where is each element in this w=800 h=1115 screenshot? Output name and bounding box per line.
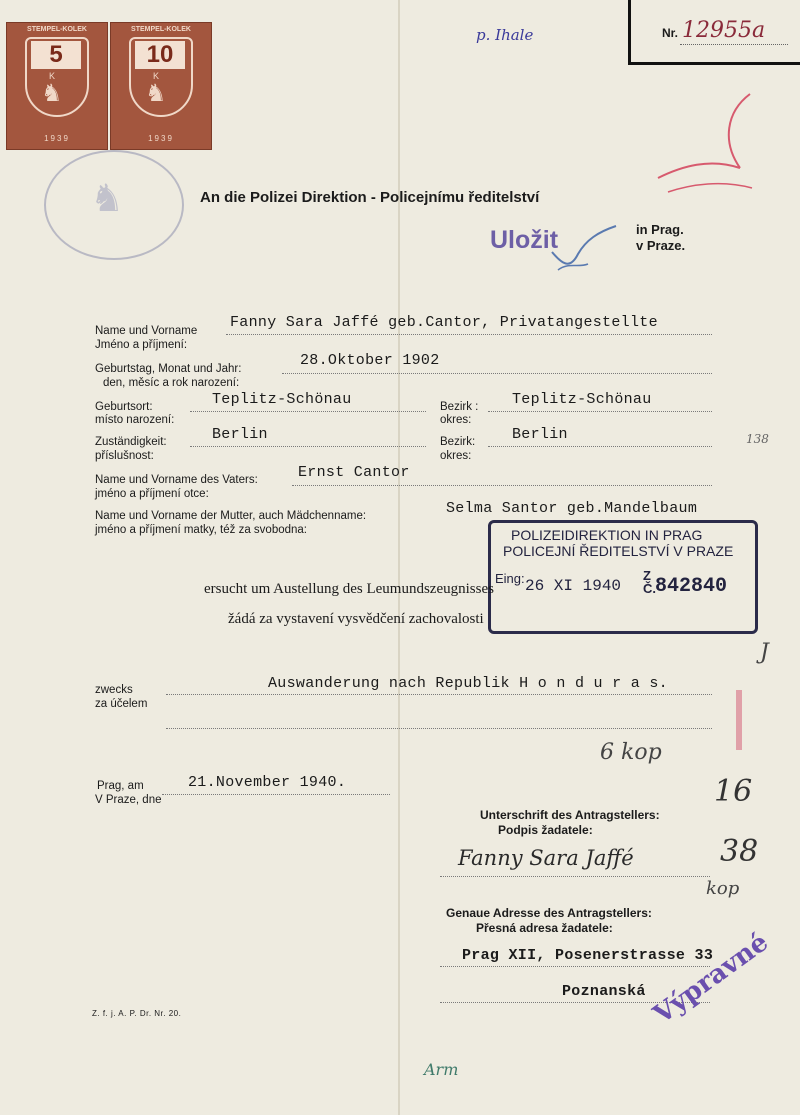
birth-label-cz: den, měsíc a rok narození: — [103, 377, 240, 389]
margin-note-kop2: kop — [706, 878, 740, 899]
lion-icon: ♞ — [145, 80, 167, 107]
dotted-line — [488, 446, 712, 447]
mother-label-de: Name und Vorname der Mutter, auch Mädchenname: — [95, 510, 367, 522]
district1-label-de: Bezirk : — [440, 401, 479, 413]
district2-label-de: Bezirk: — [440, 436, 476, 448]
dotted-line — [440, 966, 710, 967]
bottom-signature: Arm — [424, 1060, 459, 1079]
birthplace-label-cz: místo narození: — [95, 414, 175, 426]
revenue-stamp-5k: STEMPEL-KOLEK 5 K ♞ 1939 — [6, 22, 108, 150]
purpose-label-cz: za účelem — [95, 698, 148, 710]
district1-field: Teplitz-Schönau — [512, 391, 652, 408]
dotted-line — [292, 485, 712, 486]
dotted-line — [488, 411, 712, 412]
father-label-de: Name und Vorname des Vaters: — [95, 474, 258, 486]
address-label-de: Genaue Adresse des Antragstellers: — [446, 906, 652, 920]
dotted-line — [440, 876, 710, 877]
ulozit-signature — [548, 224, 622, 276]
margin-note-j: J — [760, 640, 769, 665]
dotted-line — [190, 411, 426, 412]
signature-label-de: Unterschrift des Antragstellers: — [480, 808, 660, 822]
name-field: Fanny Sara Jaffé geb.Cantor, Privatangestellte — [230, 314, 658, 331]
paper-fold — [398, 0, 400, 1115]
police-receipt-stamp: POLIZEIDIREKTION IN PRAG POLICEJNÍ ŘEDITELSTVÍ V PRAZE Eing: 26 XI 1940 Z Č. 842840 — [488, 520, 758, 634]
birth-date-field: 28.Oktober 1902 — [300, 352, 440, 369]
nr-line — [680, 44, 788, 45]
address-line2: Poznanská — [562, 983, 646, 1000]
margin-note-138: 138 — [746, 432, 769, 446]
jurisdiction-label-de: Zuständigkeit: — [95, 436, 167, 448]
page-title: An die Polizei Direktion - Policejnímu ředitelství — [200, 189, 540, 206]
margin-note-38: 38 — [720, 834, 759, 869]
father-label-cz: jméno a příjmení otce: — [95, 488, 209, 500]
district1-label-cz: okres: — [440, 414, 472, 426]
lion-icon: ♞ — [41, 80, 63, 107]
name-label-cz: Jméno a příjmení: — [95, 339, 188, 351]
nr-label: Nr. — [662, 26, 679, 40]
mother-label-cz: jméno a příjmení matky, též za svobodna: — [95, 524, 307, 536]
name-label-de: Name und Vorname — [95, 325, 198, 337]
applicant-signature: Fanny Sara Jaffé — [458, 846, 634, 870]
lion-icon: ♞ — [90, 178, 125, 220]
dotted-line — [190, 446, 426, 447]
purpose-field: Auswanderung nach Republik H o n d u r a s. — [268, 675, 668, 692]
handwritten-note-top: p. Ihale — [476, 26, 534, 44]
jurisdiction-label-cz: příslušnost: — [95, 450, 154, 462]
red-check-mark — [652, 88, 762, 203]
signature-label-cz: Podpis žadatele: — [498, 823, 593, 837]
district2-label-cz: okres: — [440, 450, 472, 462]
dotted-line — [226, 334, 712, 335]
father-field: Ernst Cantor — [298, 464, 410, 481]
date-label-de: Prag, am — [97, 780, 144, 792]
birth-label-de: Geburtstag, Monat und Jahr: — [95, 363, 242, 375]
jurisdiction-field: Berlin — [212, 426, 268, 443]
police-seal — [44, 150, 184, 260]
address-line1: Prag XII, Posenerstrasse 33 — [462, 947, 714, 964]
vypravne-stamp: Výpravné — [648, 927, 775, 1030]
nr-value: 12955a — [682, 18, 766, 43]
red-margin-mark — [736, 690, 742, 750]
revenue-stamp-10k: STEMPEL-KOLEK 10 K ♞ 1939 — [110, 22, 212, 150]
form-code: Z. f. j. A. P. Dr. Nr. 20. — [92, 1009, 182, 1018]
request-cz: žádá za vystavení vysvědčení zachovalosti — [228, 611, 484, 627]
address-label-cz: Přesná adresa žadatele: — [476, 921, 613, 935]
dotted-line — [166, 728, 712, 729]
birthplace-field: Teplitz-Schönau — [212, 391, 352, 408]
mother-field: Selma Santor geb.Mandelbaum — [446, 500, 698, 517]
margin-note-kop1: 6 kop — [600, 740, 662, 765]
dotted-line — [166, 694, 712, 695]
margin-note-16: 16 — [714, 774, 753, 809]
dotted-line — [162, 794, 390, 795]
birthplace-label-de: Geburtsort: — [95, 401, 153, 413]
place-cz: v Praze. — [636, 238, 686, 253]
ulozit-stamp: Uložit — [490, 226, 559, 254]
place-de: in Prag. — [636, 222, 684, 237]
request-de: ersucht um Austellung des Leumundszeugnisses — [204, 581, 494, 597]
date-label-cz: V Praze, dne — [95, 794, 162, 806]
dotted-line — [282, 373, 712, 374]
date-field: 21.November 1940. — [188, 774, 347, 791]
district2-field: Berlin — [512, 426, 568, 443]
purpose-label-de: zwecks — [95, 684, 133, 696]
